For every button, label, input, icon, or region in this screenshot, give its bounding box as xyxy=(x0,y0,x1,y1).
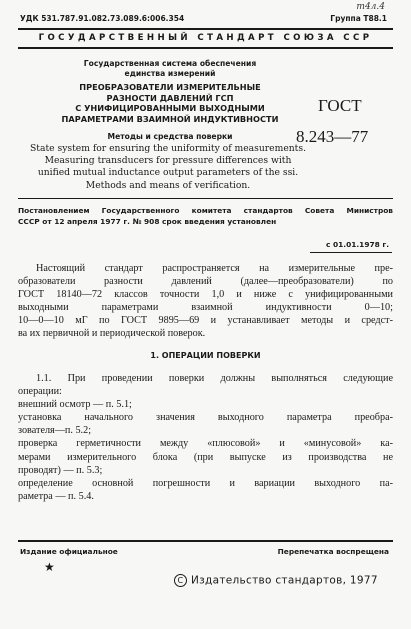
intro-line-6: ва их первичной и периодической поверок. xyxy=(18,328,206,340)
effective-date: с 01.01.1978 г. xyxy=(326,240,389,249)
p3-line-1: установка начального значения выходного параметра преобра- xyxy=(18,412,393,424)
p2-line: внешний осмотр — п. 5.1; xyxy=(18,399,132,411)
p5-line-1: определение основной погрешности и вариации выходного па- xyxy=(18,477,393,489)
p3-line-2: зователя—п. 5.2; xyxy=(18,425,92,437)
handwritten-note: т4л.4 xyxy=(356,2,385,12)
english-line-1: State system for ensuring the uniformity of measurements. xyxy=(29,143,307,154)
p4-line-2: мерами измерительного блока (при выпуске из производства не xyxy=(18,451,393,463)
section-body xyxy=(18,372,393,503)
intro-line-4: выходными параметрами взаимной индуктивности 0—10; xyxy=(18,302,393,314)
english-title xyxy=(18,143,318,192)
p5-line-2: раметра — п. 5.4. xyxy=(18,490,94,502)
english-line-2: Measuring transducers for pressure differences with xyxy=(44,155,292,167)
p1-line-2: операции: xyxy=(18,386,62,398)
methods-subtitle: Методы и средства поверки xyxy=(107,132,233,141)
main-title-line-4: ПАРАМЕТРАМИ ВЗАИМНОЙ ИНДУКТИВНОСТИ xyxy=(61,113,279,124)
intro-line-2: образователи разности давлений (далее—преобразователи) по xyxy=(18,276,393,288)
footer-rule xyxy=(18,540,393,542)
english-line-3: unified mutual inductance output parameters of the ssi. xyxy=(37,167,299,179)
intro-paragraph xyxy=(18,262,393,341)
decree-rule xyxy=(18,198,393,199)
header-rule xyxy=(18,47,393,49)
reprint-forbidden: Перепечатка воспрещена xyxy=(277,547,389,556)
system-line-1: Государственная система обеспечения xyxy=(83,59,257,68)
section-title: 1. ОПЕРАЦИИ ПОВЕРКИ xyxy=(150,351,261,360)
decree-line-2: СССР от 12 апреля 1977 г. № 908 срок введения установлен xyxy=(18,216,277,226)
date-rule xyxy=(310,252,392,253)
p1-line-1: 1.1. При проведении поверки должны выполняться следующие xyxy=(36,373,393,384)
gost-label: ГОСТ xyxy=(318,96,362,115)
star-icon: ★ xyxy=(44,560,55,574)
udk-code: УДК 531.787.91.082.73.089.6:006.354 xyxy=(20,14,185,23)
intro-line-1: Настоящий стандарт распространяется на измерительные пре- xyxy=(36,263,393,274)
publisher-text: Издательство стандартов, 1977 xyxy=(191,574,378,587)
english-line-4: Methods and means of verification. xyxy=(85,179,251,191)
system-line-2: единства измерений xyxy=(124,68,216,78)
main-title-line-3: С УНИФИЦИРОВАННЫМИ ВЫХОДНЫМИ xyxy=(75,103,265,114)
intro-line-3: ГОСТ 18140—72 классов точности 1,0 и ниже с унифицированными xyxy=(18,289,393,301)
official-edition: Издание официальное xyxy=(20,547,118,556)
decree-text xyxy=(18,206,393,228)
main-title xyxy=(40,82,300,124)
p4-line-1: проверка герметичности между «плюсовой» и «минусовой» ка- xyxy=(18,438,393,450)
group-code: Группа Т88.1 xyxy=(330,14,387,23)
system-title xyxy=(40,59,300,78)
decree-line-1: Постановлением Государственного комитета стандартов Совета Министров xyxy=(18,206,393,215)
standard-header: ГОСУДАРСТВЕННЫЙ СТАНДАРТ СОЮЗА ССР xyxy=(38,33,373,43)
copyright-icon: C xyxy=(174,574,187,587)
p4-line-3: проводят) — п. 5.3; xyxy=(18,464,103,476)
main-title-line-1: ПРЕОБРАЗОВАТЕЛИ ИЗМЕРИТЕЛЬНЫЕ xyxy=(79,82,261,92)
main-title-line-2: РАЗНОСТИ ДАВЛЕНИЙ ГСП xyxy=(106,92,234,103)
intro-line-5: 10—0—10 мГ по ГОСТ 9895—69 и устанавливает методы и средст- xyxy=(18,315,393,327)
gost-number: 8.243—77 xyxy=(296,127,369,146)
top-rule xyxy=(18,28,393,30)
publisher-line xyxy=(174,574,378,587)
